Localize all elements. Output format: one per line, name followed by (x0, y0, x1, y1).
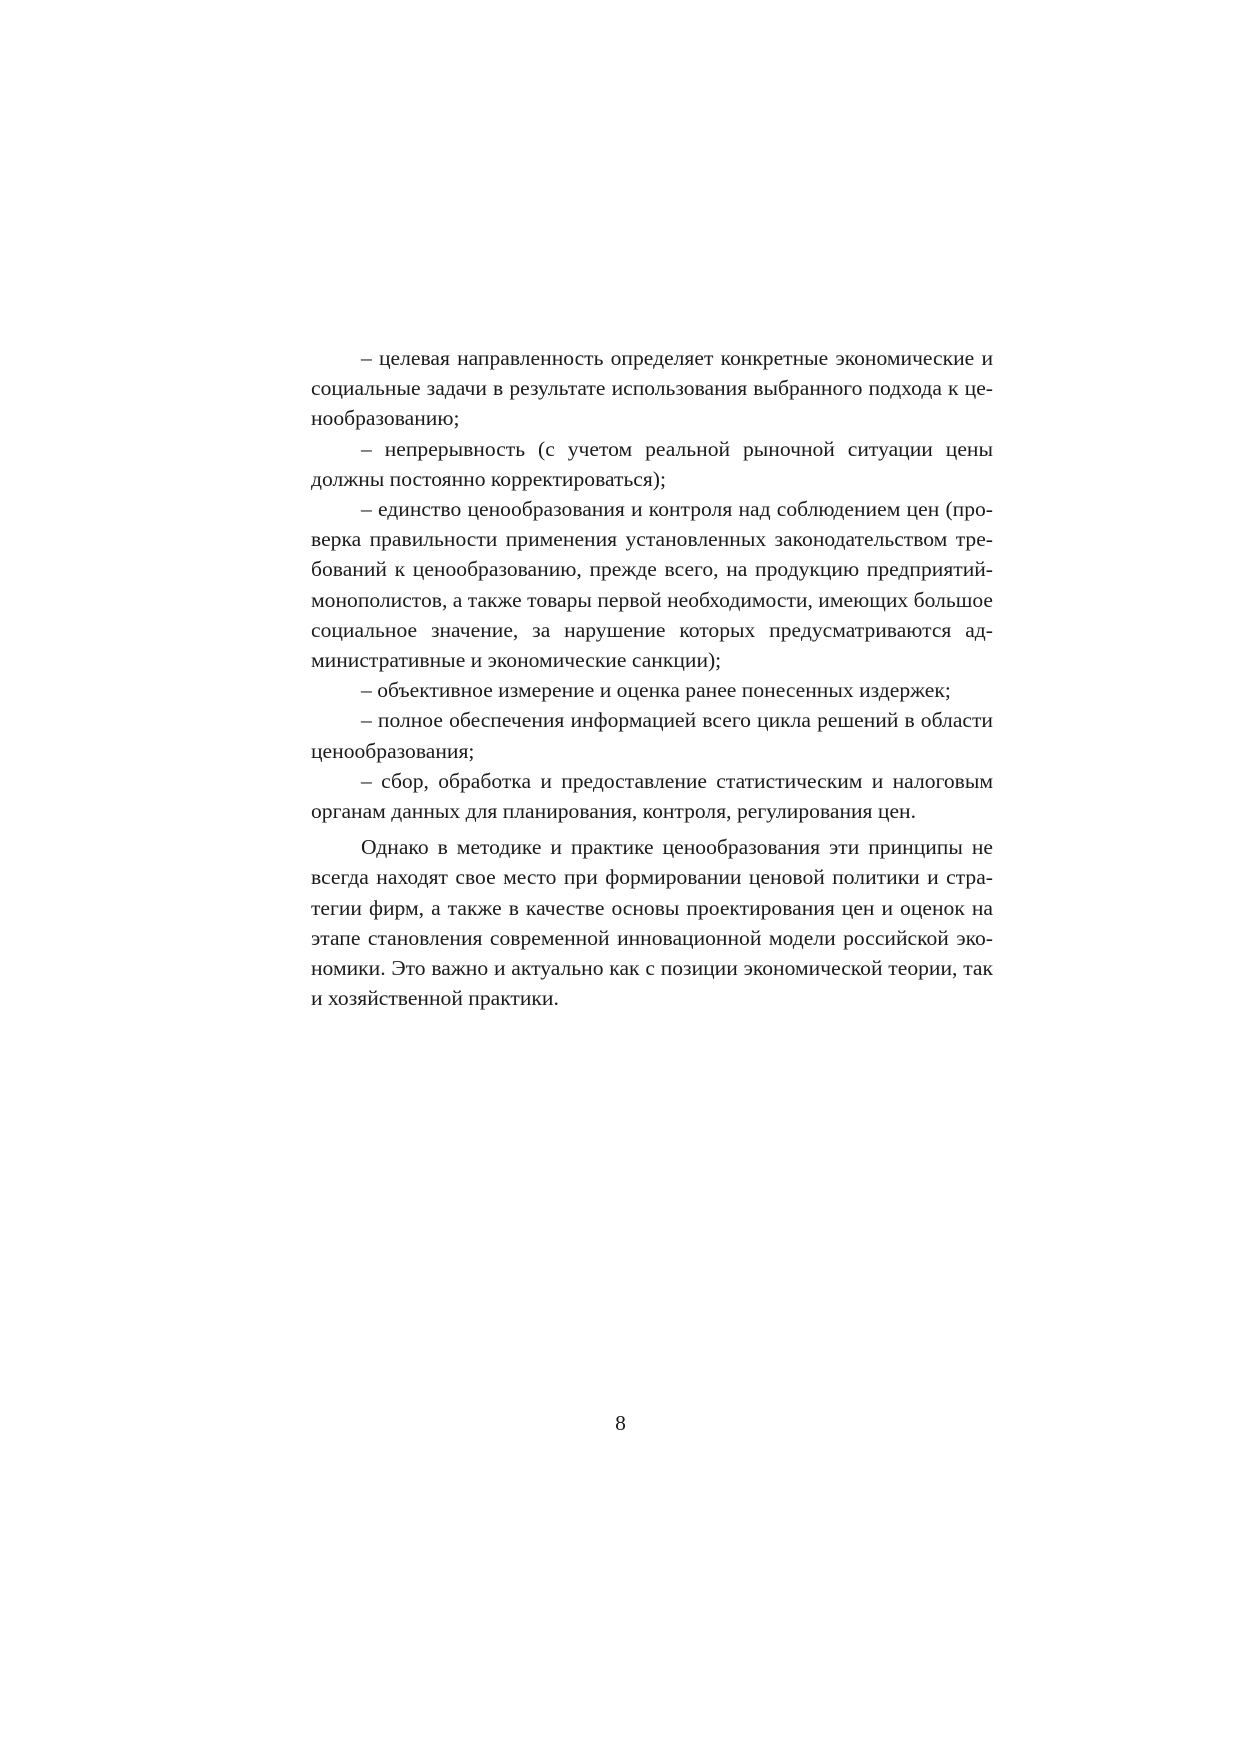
list-item: – объективное измерение и оценка ранее понесенных издержек; (361, 678, 951, 703)
list-item: – единство ценообразования и контроля над соблюдением цен (проверка правильности применения установленных законодательством требований к ценообразованию, прежде всего, на продукцию предприятий-монополистов, а также товары первой необходимости, имеющих большое социальное значение, за нарушение которых предусматриваются административные и экономические санкции); (311, 497, 993, 673)
list-item: – целевая направленность определяет конкретные экономические и социальные задачи в результате использования выбранного подхода к ценообразованию; (311, 346, 993, 431)
paragraph: Однако в методике и практике ценообразования эти принципы не всегда находят свое место при формировании ценовой политики и стратегии фирм, а также в качестве основы проектирования цен и оценок на этапе становления современной инновационной модели российской экономики. Это важно и актуально как с позиции экономической теории, так и хозяйственной практики. (311, 835, 993, 1011)
list-item: – непрерывность (с учетом реальной рыночной ситуации цены должны постоянно корректироваться); (311, 436, 993, 491)
list-item: – полное обеспечения информацией всего цикла решений в области ценообразования; (311, 708, 993, 763)
page-number: 8 (615, 1411, 626, 1435)
body-text (311, 343, 993, 1013)
list-item: – сбор, обработка и предоставление статистическим и налоговым органам данных для планирования, контроля, регулирования цен. (311, 768, 993, 824)
